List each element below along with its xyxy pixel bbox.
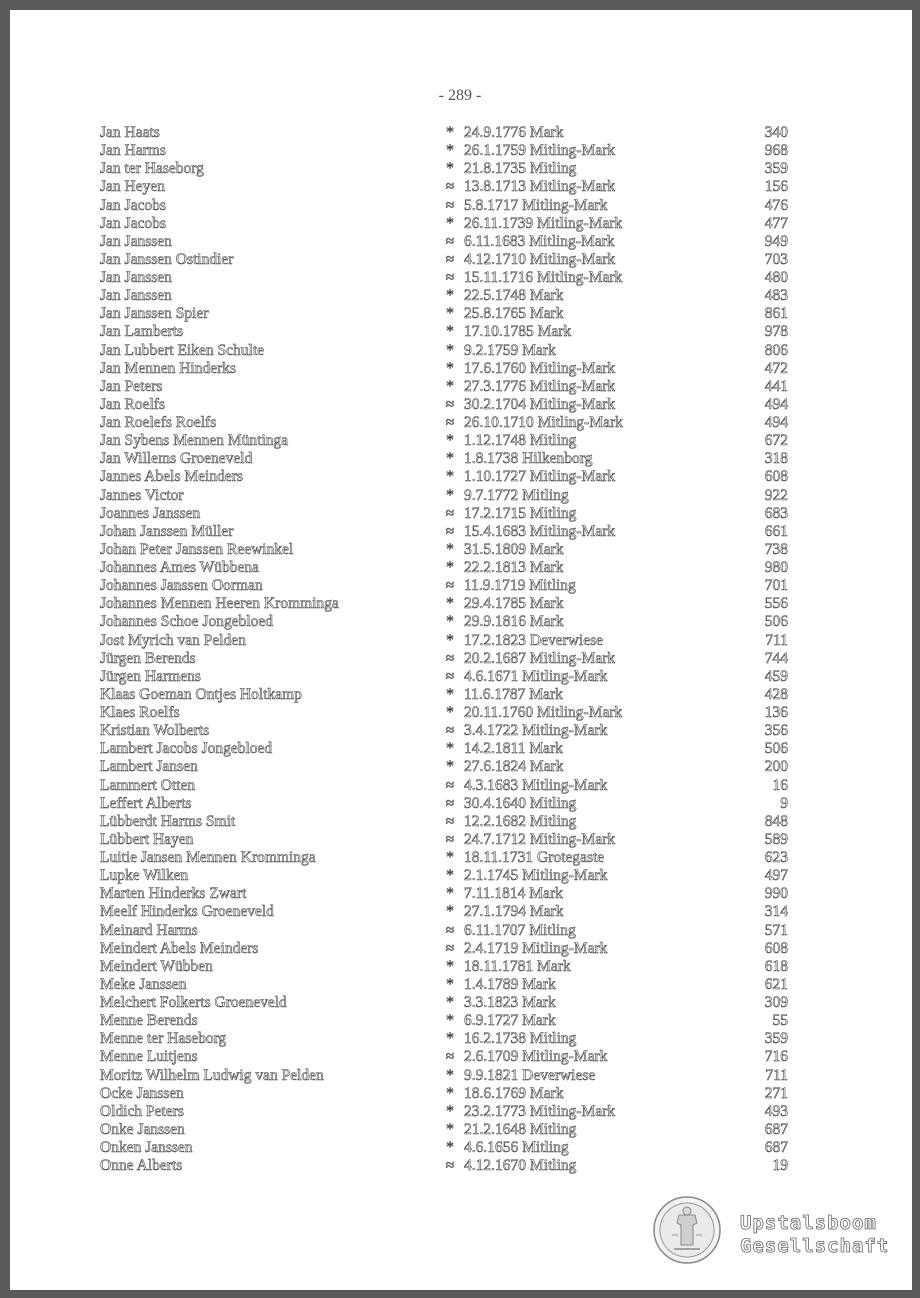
entry-name: Lübberdt Harms Smit	[100, 812, 236, 830]
entry-name: Klaas Goeman Ontjes Holtkamp	[100, 685, 302, 703]
entry-symbol: *	[446, 341, 454, 359]
entry-symbol: *	[446, 1030, 454, 1048]
entry-symbol: ≈	[445, 649, 455, 667]
entry-name: Jürgen Berends	[100, 649, 196, 667]
entry-list	[0, 124, 920, 1175]
entry-symbol: ≈	[445, 196, 455, 214]
entry-date-place: 22.2.1813 Mark	[464, 559, 564, 576]
entry-row	[0, 940, 920, 958]
entry-name: Jan Harms	[100, 142, 166, 160]
entry-date-place: 9.2.1759 Mark	[464, 341, 556, 359]
entry-date-place: 16.2.1738 Mitling	[464, 1030, 577, 1048]
entry-name: Klaes Roelfs	[100, 704, 180, 721]
entry-row	[0, 1085, 920, 1103]
entry-date-place: 26.10.1710 Mitling-Mark	[464, 414, 623, 431]
entry-row	[0, 178, 920, 196]
entry-date-place: 1.10.1727 Mitling-Mark	[464, 468, 616, 486]
entry-number: 683	[764, 504, 788, 522]
entry-symbol: ≈	[445, 1048, 455, 1066]
entry-row	[0, 650, 920, 668]
entry-number: 156	[764, 178, 788, 196]
entry-number: 200	[764, 758, 788, 776]
entry-symbol: *	[446, 685, 454, 703]
entry-date-place: 27.6.1824 Mark	[464, 758, 564, 776]
entry-name: Jan Roelefs Roelfs	[100, 414, 217, 431]
entry-number: 661	[764, 522, 788, 540]
entry-row	[0, 541, 920, 559]
entry-name: Jannes Victor	[100, 486, 184, 504]
logo-line-2: Gesellschaft	[740, 1235, 890, 1257]
entry-number: 589	[764, 830, 788, 848]
entry-number: 271	[764, 1084, 788, 1102]
entry-number: 441	[764, 377, 788, 395]
entry-symbol: *	[446, 1012, 454, 1030]
entry-row	[0, 450, 920, 468]
entry-row	[0, 251, 920, 269]
entry-symbol: ≈	[445, 178, 455, 196]
entry-number: 608	[764, 468, 788, 486]
entry-row	[0, 668, 920, 686]
entry-date-place: 4.3.1683 Mitling-Mark	[464, 776, 608, 794]
entry-symbol: *	[446, 287, 454, 305]
entry-date-place: 9.7.1772 Mitling	[464, 486, 569, 504]
entry-number: 687	[764, 1120, 788, 1138]
entry-date-place: 4.6.1671 Mitling-Mark	[464, 667, 608, 685]
entry-symbol: ≈	[445, 577, 455, 595]
entry-symbol: ≈	[445, 830, 455, 848]
entry-number: 497	[764, 867, 788, 885]
entry-symbol: ≈	[445, 522, 455, 540]
entry-symbol: ≈	[445, 921, 455, 939]
entry-row	[0, 831, 920, 849]
entry-row	[0, 269, 920, 287]
entry-name: Meinard Harms	[100, 921, 198, 939]
entry-date-place: 2.4.1719 Mitling-Mark	[464, 939, 608, 957]
entry-row	[0, 523, 920, 541]
entry-date-place: 25.8.1765 Mark	[464, 305, 564, 323]
entry-date-place: 13.8.1713 Mitling-Mark	[464, 178, 616, 196]
entry-symbol: *	[446, 885, 454, 903]
entry-date-place: 1.8.1738 Hilkenborg	[464, 450, 593, 468]
entry-date-place: 1.4.1789 Mark	[464, 975, 556, 993]
entry-name: Jan Haats	[100, 124, 160, 141]
entry-number: 711	[765, 631, 788, 649]
entry-row	[0, 994, 920, 1012]
entry-name: Menne Luitjens	[100, 1048, 198, 1066]
entry-row	[0, 197, 920, 215]
entry-symbol: *	[446, 704, 454, 721]
entry-number: 506	[764, 613, 788, 631]
entry-row	[0, 323, 920, 341]
entry-name: Onke Janssen	[100, 1120, 185, 1138]
entry-row	[0, 160, 920, 178]
entry-number: 16	[772, 776, 788, 794]
entry-number: 459	[764, 667, 788, 685]
entry-name: Meelf Hinderks Groeneveld	[100, 903, 274, 921]
entry-name: Jan Janssen	[100, 232, 172, 250]
entry-name: Lammert Otten	[100, 776, 196, 794]
entry-symbol: *	[446, 359, 454, 377]
entry-row	[0, 813, 920, 831]
entry-number: 922	[764, 486, 788, 504]
entry-symbol: ≈	[445, 414, 455, 431]
entry-row	[0, 867, 920, 885]
entry-symbol: *	[446, 1120, 454, 1138]
entry-date-place: 30.2.1704 Mitling-Mark	[464, 395, 616, 413]
entry-date-place: 6.11.1683 Mitling-Mark	[464, 232, 615, 250]
entry-date-place: 21.8.1735 Mitling	[464, 160, 577, 178]
entry-number: 9	[780, 794, 788, 812]
entry-number: 571	[764, 921, 788, 939]
entry-date-place: 26.1.1759 Mitling-Mark	[464, 142, 616, 160]
entry-row	[0, 396, 920, 414]
entry-row	[0, 976, 920, 994]
entry-symbol: *	[446, 450, 454, 468]
entry-name: Lambert Jansen	[100, 758, 198, 776]
entry-row	[0, 1103, 920, 1121]
entry-number: 861	[764, 305, 788, 323]
entry-row	[0, 378, 920, 396]
entry-name: Jan Janssen	[100, 287, 172, 305]
entry-name: Menne ter Haseborg	[100, 1030, 227, 1048]
entry-row	[0, 885, 920, 903]
entry-name: Jan Jacobs	[100, 196, 166, 214]
entry-row	[0, 559, 920, 577]
entry-symbol: *	[446, 849, 454, 866]
entry-row	[0, 215, 920, 233]
entry-date-place: 2.1.1745 Mitling-Mark	[464, 867, 608, 885]
entry-row	[0, 414, 920, 432]
entry-number: 968	[764, 142, 788, 160]
entry-number: 744	[764, 649, 788, 667]
entry-date-place: 3.4.1722 Mitling-Mark	[464, 722, 608, 740]
entry-symbol: *	[446, 1102, 454, 1120]
entry-row	[0, 595, 920, 613]
entry-date-place: 17.2.1715 Mitling	[464, 504, 577, 522]
entry-row	[0, 1030, 920, 1048]
entry-date-place: 15.11.1716 Mitling-Mark	[464, 269, 623, 286]
entry-row	[0, 1157, 920, 1175]
entry-row	[0, 958, 920, 976]
entry-number: 483	[764, 287, 788, 305]
entry-date-place: 20.11.1760 Mitling-Mark	[464, 704, 623, 721]
entry-row	[0, 903, 920, 921]
entry-date-place: 30.4.1640 Mitling	[464, 794, 577, 812]
entry-name: Jan Mennen Hinderks	[100, 359, 237, 377]
entry-symbol: *	[446, 903, 454, 921]
entry-row	[0, 722, 920, 740]
entry-symbol: ≈	[445, 395, 455, 413]
entry-name: Marten Hinderks Zwart	[100, 885, 247, 903]
entry-number: 716	[764, 1048, 788, 1066]
entry-name: Meke Janssen	[100, 975, 187, 993]
entry-name: Johan Peter Janssen Reewinkel	[100, 540, 294, 558]
entry-row	[0, 1067, 920, 1085]
entry-date-place: 31.5.1809 Mark	[464, 540, 564, 558]
entry-symbol: *	[446, 975, 454, 993]
entry-number: 618	[764, 957, 788, 975]
entry-name: Jan Peters	[100, 377, 163, 395]
entry-name: Lambert Jacobs Jongebloed	[100, 740, 273, 758]
entry-symbol: *	[446, 1084, 454, 1102]
entry-row	[0, 468, 920, 486]
entry-row	[0, 287, 920, 305]
entry-number: 623	[764, 849, 788, 866]
entry-symbol: *	[446, 323, 454, 341]
entry-date-place: 2.6.1709 Mitling-Mark	[464, 1048, 608, 1066]
entry-date-place: 18.11.1731 Grotegaste	[464, 849, 605, 866]
entry-date-place: 27.1.1794 Mark	[464, 903, 564, 921]
entry-row	[0, 632, 920, 650]
entry-date-place: 18.11.1781 Mark	[464, 957, 571, 975]
entry-symbol: *	[446, 124, 454, 141]
entry-name: Lupke Wilken	[100, 867, 189, 885]
entry-number: 493	[764, 1102, 788, 1120]
entry-symbol: *	[446, 867, 454, 885]
entry-date-place: 29.9.1816 Mark	[464, 613, 564, 631]
entry-symbol: *	[446, 540, 454, 558]
entry-row	[0, 795, 920, 813]
entry-number: 980	[764, 559, 788, 576]
entry-row	[0, 505, 920, 523]
entry-number: 711	[765, 1066, 788, 1084]
entry-number: 359	[764, 1030, 788, 1048]
entry-number: 672	[764, 432, 788, 450]
entry-number: 472	[764, 359, 788, 377]
entry-date-place: 3.3.1823 Mark	[464, 994, 556, 1011]
entry-row	[0, 758, 920, 776]
entry-number: 314	[764, 903, 788, 921]
entry-number: 949	[764, 232, 788, 250]
entry-date-place: 24.7.1712 Mitling-Mark	[464, 830, 616, 848]
entry-symbol: ≈	[445, 794, 455, 812]
entry-name: Ocke Janssen	[100, 1084, 184, 1102]
entry-symbol: *	[446, 1139, 454, 1156]
entry-date-place: 9.9.1821 Deverwiese	[464, 1066, 596, 1084]
entry-name: Melchert Folkerts Groeneveld	[100, 994, 287, 1011]
entry-date-place: 7.11.1814 Mark	[464, 885, 563, 903]
entry-name: Jan Heyen	[100, 178, 165, 196]
entry-number: 848	[764, 812, 788, 830]
entry-date-place: 14.2.1811 Mark	[464, 740, 563, 758]
entry-symbol: *	[446, 1066, 454, 1084]
entry-date-place: 1.12.1748 Mitling	[464, 432, 577, 450]
entry-number: 340	[764, 124, 788, 141]
entry-row	[0, 922, 920, 940]
entry-number: 309	[764, 994, 788, 1011]
entry-symbol: *	[446, 595, 454, 613]
entry-row	[0, 1048, 920, 1066]
entry-name: Jan Lamberts	[100, 323, 184, 341]
entry-number: 476	[764, 196, 788, 214]
entry-symbol: ≈	[445, 812, 455, 830]
entry-number: 356	[764, 722, 788, 740]
entry-number: 494	[764, 414, 788, 431]
entry-name: Kristian Wolberts	[100, 722, 210, 740]
entry-date-place: 27.3.1776 Mitling-Mark	[464, 377, 616, 395]
entry-number: 703	[764, 250, 788, 268]
entry-symbol: ≈	[445, 1157, 455, 1175]
entry-number: 428	[764, 685, 788, 703]
entry-date-place: 4.6.1656 Mitling	[464, 1139, 569, 1156]
entry-symbol: ≈	[445, 250, 455, 268]
entry-number: 990	[764, 885, 788, 903]
entry-row	[0, 487, 920, 505]
society-logo-text	[740, 1212, 889, 1258]
entry-symbol: *	[446, 559, 454, 576]
entry-row	[0, 686, 920, 704]
entry-date-place: 17.10.1785 Mark	[464, 323, 572, 341]
entry-date-place: 15.4.1683 Mitling-Mark	[464, 522, 616, 540]
entry-date-place: 29.4.1785 Mark	[464, 595, 564, 613]
entry-number: 480	[764, 269, 788, 286]
entry-name: Jan Janssen Spier	[100, 305, 209, 323]
entry-symbol: *	[446, 160, 454, 178]
entry-date-place: 5.8.1717 Mitling-Mark	[464, 196, 608, 214]
entry-date-place: 4.12.1710 Mitling-Mark	[464, 250, 616, 268]
entry-row	[0, 305, 920, 323]
entry-symbol: ≈	[445, 504, 455, 522]
entry-name: Jürgen Harmens	[100, 667, 201, 685]
entry-name: Moritz Wilhelm Ludwig van Pelden	[100, 1066, 324, 1084]
entry-row	[0, 740, 920, 758]
entry-symbol: *	[446, 305, 454, 323]
entry-row	[0, 142, 920, 160]
entry-date-place: 22.5.1748 Mark	[464, 287, 564, 305]
entry-row	[0, 777, 920, 795]
entry-row	[0, 124, 920, 142]
entry-date-place: 18.6.1769 Mark	[464, 1084, 564, 1102]
entry-name: Jost Myrich van Pelden	[100, 631, 246, 649]
entry-number: 477	[764, 214, 788, 232]
entry-number: 806	[764, 341, 788, 359]
entry-row	[0, 432, 920, 450]
entry-number: 608	[764, 939, 788, 957]
page-number: - 289 -	[438, 87, 482, 104]
entry-number: 738	[764, 540, 788, 558]
entry-symbol: *	[446, 957, 454, 975]
entry-number: 978	[764, 323, 788, 341]
entry-row	[0, 577, 920, 595]
entry-name: Johannes Mennen Heeren Kromminga	[100, 595, 339, 613]
entry-name: Menne Berends	[100, 1012, 198, 1030]
entry-name: Onken Janssen	[100, 1139, 193, 1156]
entry-number: 19	[772, 1157, 788, 1175]
entry-number: 701	[764, 577, 788, 595]
entry-row	[0, 342, 920, 360]
entry-number: 621	[764, 975, 788, 993]
entry-row	[0, 849, 920, 867]
entry-symbol: *	[446, 758, 454, 776]
entry-name: Jan ter Haseborg	[100, 160, 204, 178]
entry-date-place: 6.9.1727 Mark	[464, 1012, 556, 1030]
entry-name: Joannes Janssen	[100, 504, 201, 522]
entry-row	[0, 1121, 920, 1139]
entry-name: Jan Janssen Ostindier	[100, 250, 234, 268]
entry-name: Johannes Schoe Jongebloed	[100, 613, 274, 631]
entry-symbol: *	[446, 214, 454, 232]
entry-number: 318	[764, 450, 788, 468]
entry-symbol: ≈	[445, 269, 455, 286]
entry-symbol: *	[446, 740, 454, 758]
entry-symbol: *	[446, 994, 454, 1011]
entry-symbol: *	[446, 142, 454, 160]
entry-name: Jan Janssen	[100, 269, 172, 286]
entry-name: Jan Willems Groeneveld	[100, 450, 253, 468]
entry-name: Jan Sybens Mennen Müntinga	[100, 432, 289, 450]
entry-number: 506	[764, 740, 788, 758]
entry-name: Jan Jacobs	[100, 214, 166, 232]
entry-symbol: *	[446, 486, 454, 504]
entry-number: 494	[764, 395, 788, 413]
entry-name: Leffert Alberts	[100, 794, 192, 812]
entry-row	[0, 360, 920, 378]
entry-name: Jan Roelfs	[100, 395, 166, 413]
entry-date-place: 4.12.1670 Mitling	[464, 1157, 577, 1175]
entry-name: Johannes Janssen Oorman	[100, 577, 263, 595]
entry-date-place: 21.2.1648 Mitling	[464, 1120, 577, 1138]
entry-name: Lübbert Hayen	[100, 830, 194, 848]
entry-number: 556	[764, 595, 788, 613]
entry-date-place: 20.2.1687 Mitling-Mark	[464, 649, 616, 667]
entry-symbol: *	[446, 613, 454, 631]
entry-row	[0, 704, 920, 722]
entry-date-place: 11.9.1719 Mitling	[464, 577, 576, 595]
society-seal-icon	[652, 1195, 722, 1265]
entry-symbol: *	[446, 377, 454, 395]
entry-name: Johannes Ames Wübbena	[100, 559, 259, 576]
entry-symbol: ≈	[445, 232, 455, 250]
entry-name: Meindert Wübben	[100, 957, 213, 975]
entry-row	[0, 1012, 920, 1030]
entry-date-place: 26.11.1739 Mitling-Mark	[464, 214, 623, 232]
entry-symbol: ≈	[445, 667, 455, 685]
entry-symbol: *	[446, 631, 454, 649]
entry-name: Onne Alberts	[100, 1157, 183, 1175]
entry-name: Oldich Peters	[100, 1102, 184, 1120]
entry-symbol: ≈	[445, 939, 455, 957]
entry-symbol: ≈	[445, 722, 455, 740]
entry-row	[0, 233, 920, 251]
entry-date-place: 24.9.1776 Mark	[464, 124, 564, 141]
entry-name: Jan Lubbert Eiken Schulte	[100, 341, 264, 359]
entry-name: Meindert Abels Meinders	[100, 939, 259, 957]
entry-name: Jannes Abels Meinders	[100, 468, 243, 486]
entry-date-place: 17.2.1823 Deverwiese	[464, 631, 604, 649]
entry-date-place: 23.2.1773 Mitling-Mark	[464, 1102, 616, 1120]
entry-number: 687	[764, 1139, 788, 1156]
entry-symbol: *	[446, 432, 454, 450]
entry-row	[0, 1139, 920, 1157]
entry-number: 359	[764, 160, 788, 178]
entry-date-place: 12.2.1682 Mitling	[464, 812, 577, 830]
entry-date-place: 11.6.1787 Mark	[464, 685, 563, 703]
logo-line-1: Upstalsboom	[740, 1212, 877, 1234]
entry-date-place: 6.11.1707 Mitling	[464, 921, 576, 939]
entry-name: Luitie Jansen Mennen Kromminga	[100, 849, 316, 866]
entry-number: 136	[764, 704, 788, 721]
entry-symbol: ≈	[445, 776, 455, 794]
entry-row	[0, 613, 920, 631]
entry-number: 55	[772, 1012, 788, 1030]
entry-name: Johan Janssen Müller	[100, 522, 234, 540]
entry-date-place: 17.6.1760 Mitling-Mark	[464, 359, 616, 377]
entry-symbol: *	[446, 468, 454, 486]
